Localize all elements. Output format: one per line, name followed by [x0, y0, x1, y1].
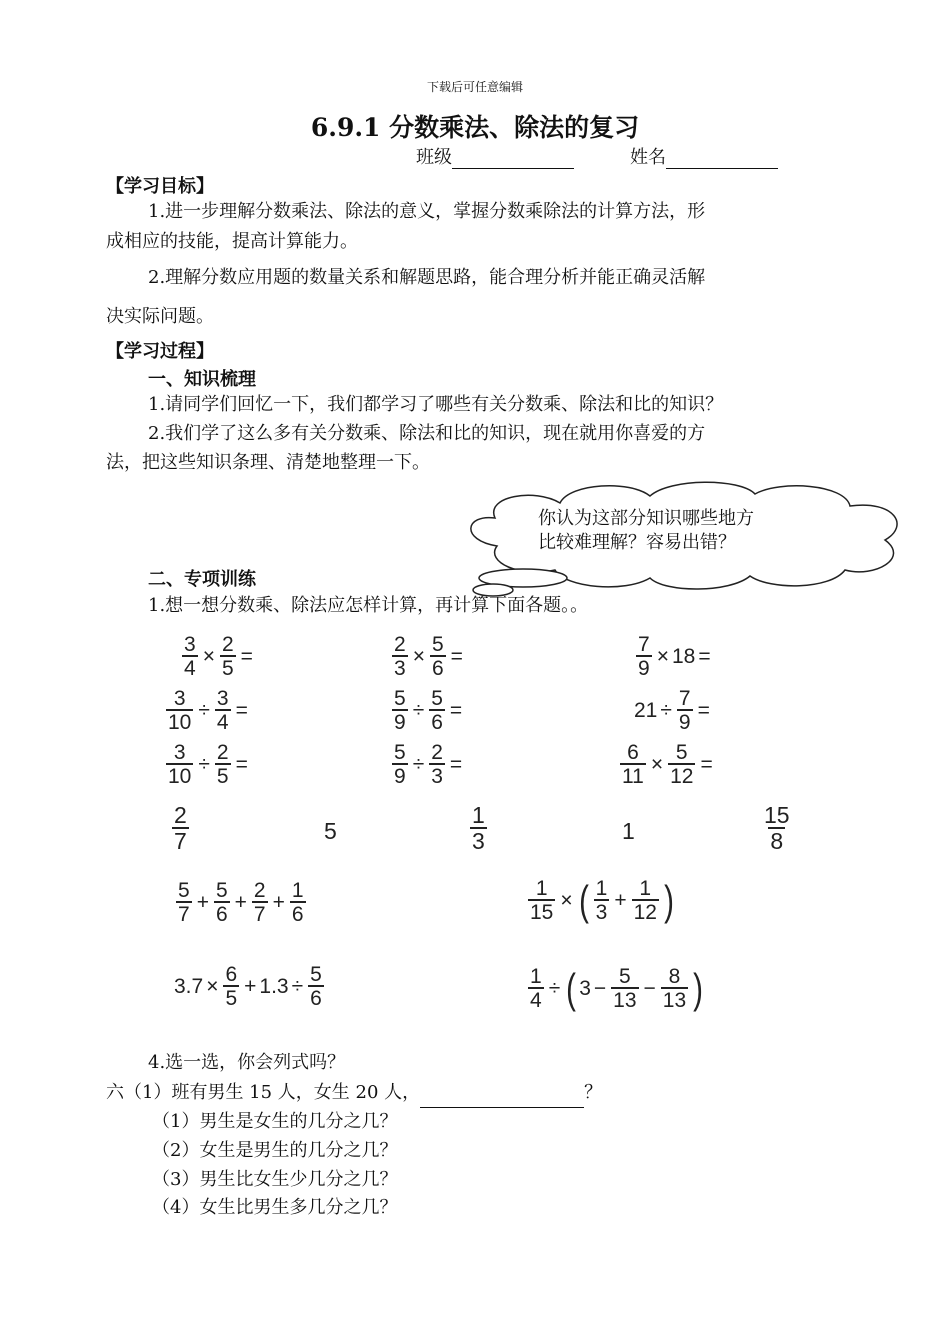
fraction: $\frac{5}{6}$	[431, 633, 444, 680]
exercise-r3c1: $\frac{3}{10}$ ÷ $\frac{2}{5}$ =	[168, 741, 248, 788]
mixed-exercise-2: $\frac{1}{15}$ × ( $\frac{1}{3}$ + $\frac{1}{12}$ )	[530, 876, 674, 924]
fraction: $\frac{3}{10}$	[168, 741, 192, 788]
fraction: $\frac{5}{6}$	[310, 963, 322, 1010]
name-label: 姓名	[630, 147, 666, 168]
fraction: $\frac{2}{5}$	[221, 633, 234, 680]
fraction: $\frac{6}{11}$	[622, 741, 644, 788]
question-4-option: （4）女生比男生多几分之几？	[152, 1197, 398, 1218]
part-1-heading: 一、知识梳理	[148, 369, 256, 390]
part-2-question-1: 1.想一想分数乘、除法应怎样计算，再计算下面各题。。	[148, 595, 589, 616]
goals-heading: 【学习目标】	[106, 176, 214, 197]
goal-2-line-1: 2.理解分数应用题的数量关系和解题思路，能合理分析并能正确灵活解	[148, 267, 706, 288]
question-4-option: （2）女生是男生的几分之几？	[152, 1140, 398, 1161]
fraction: $\frac{5}{12}$	[670, 741, 694, 788]
answer-4: 1	[622, 818, 635, 844]
exercise-r1c2: $\frac{2}{3}$ × $\frac{5}{6}$ =	[394, 633, 463, 680]
page-title: 6.9.1 分数乘法、除法的复习	[310, 113, 640, 142]
mixed-exercise-1: $\frac{5}{7}$ + $\frac{5}{6}$ + $\frac{2}{7}$ + $\frac{1}{6}$	[178, 879, 304, 926]
process-heading: 【学习过程】	[106, 341, 214, 362]
fraction: $\frac{15}{8}$	[764, 802, 790, 854]
goal-1-line-2: 成相应的技能，提高计算能力。	[106, 231, 358, 252]
exercise-r1c1: $\frac{3}{4}$ × $\frac{2}{5}$ =	[184, 633, 253, 680]
exercise-r3c3: $\frac{6}{11}$ × $\frac{5}{12}$ =	[622, 741, 713, 788]
answer-5	[760, 804, 794, 853]
exercise-r2c1: $\frac{3}{10}$ ÷ $\frac{3}{4}$ =	[168, 687, 248, 734]
mixed-exercise-4: $\frac{1}{4}$ ÷ ( 3 − $\frac{5}{13}$ − $\frac{8}{13}$ )	[530, 964, 704, 1012]
exercise-r1c3: $\frac{7}{9}$ × 18 =	[638, 633, 711, 680]
part-1-question-2-line-1: 2.我们学了这么多有关分数乘、除法和比的知识，现在就用你喜爱的方	[148, 423, 706, 444]
fraction: $\frac{3}{10}$	[168, 687, 192, 734]
exercise-r2c2: $\frac{5}{9}$ ÷ $\frac{5}{6}$ =	[394, 687, 463, 734]
fraction: $\frac{2}{3}$	[394, 633, 406, 680]
name-blank[interactable]	[666, 151, 778, 169]
fraction: $\frac{5}{6}$	[431, 687, 443, 734]
fraction: $\frac{5}{9}$	[394, 687, 406, 734]
part-1-question-2-line-2: 法，把这些知识条理、清楚地整理一下。	[106, 452, 430, 473]
answer-3	[468, 804, 489, 853]
class-name-line	[416, 143, 778, 169]
class-label: 班级	[416, 147, 452, 168]
fraction: $\frac{7}{9}$	[638, 633, 650, 680]
fraction: $\frac{2}{7}$	[174, 802, 187, 854]
fraction: $\frac{1}{4}$	[530, 965, 542, 1012]
fraction: $\frac{2}{5}$	[216, 741, 229, 788]
fraction: $\frac{5}{6}$	[215, 879, 228, 926]
fraction: $\frac{5}{13}$	[613, 965, 637, 1012]
question-4-option: （1）男生是女生的几分之几？	[152, 1111, 398, 1132]
fraction: $\frac{3}{4}$	[184, 633, 196, 680]
fraction: $\frac{1}{3}$	[472, 802, 485, 854]
answer-2: 5	[324, 818, 337, 844]
class-blank[interactable]	[452, 151, 574, 169]
exercise-r3c2: $\frac{5}{9}$ ÷ $\frac{2}{3}$ =	[394, 741, 463, 788]
cloud-text-line-1: 你认为这部分知识哪些地方	[538, 508, 754, 529]
goal-1-line-1: 1.进一步理解分数乘法、除法的意义，掌握分数乘除法的计算方法，形	[148, 201, 706, 222]
fraction: $\frac{8}{13}$	[662, 965, 687, 1012]
cloud-text-line-2: 比较难理解？容易出错？	[538, 532, 736, 553]
fraction: $\frac{7}{9}$	[678, 687, 691, 734]
part-1-question-1: 1.请同学们回忆一下，我们都学习了哪些有关分数乘、除法和比的知识？	[148, 394, 724, 415]
mixed-exercise-3: 3.7 × $\frac{6}{5}$ + 1.3 ÷ $\frac{5}{6}$	[174, 963, 322, 1010]
page-header: 下载后可任意编辑	[426, 80, 523, 94]
fraction: $\frac{1}{6}$	[291, 879, 304, 926]
fraction: $\frac{2}{7}$	[253, 879, 266, 926]
part-2-heading: 二、专项训练	[148, 569, 256, 590]
question-4-stem: 六（1）班有男生 15 人，女生 20 人， ？	[106, 1078, 602, 1108]
answer-1	[170, 804, 191, 853]
question-4-blank[interactable]	[420, 1088, 584, 1108]
question-4-option: （3）男生比女生少几分之几？	[152, 1169, 398, 1190]
fraction: $\frac{5}{9}$	[394, 741, 406, 788]
fraction: $\frac{2}{3}$	[431, 741, 443, 788]
fraction: $\frac{1}{15}$	[530, 877, 554, 924]
question-4: 4.选一选，你会列式吗？	[148, 1052, 346, 1073]
fraction: $\frac{1}{12}$	[633, 877, 657, 924]
goal-2-line-2: 决实际问题。	[106, 306, 214, 327]
fraction: $\frac{5}{7}$	[178, 879, 190, 926]
fraction: $\frac{6}{5}$	[225, 963, 238, 1010]
fraction: $\frac{3}{4}$	[216, 687, 229, 734]
exercise-r2c3: 21 ÷ $\frac{7}{9}$ =	[634, 687, 710, 734]
fraction: $\frac{1}{3}$	[595, 877, 608, 924]
